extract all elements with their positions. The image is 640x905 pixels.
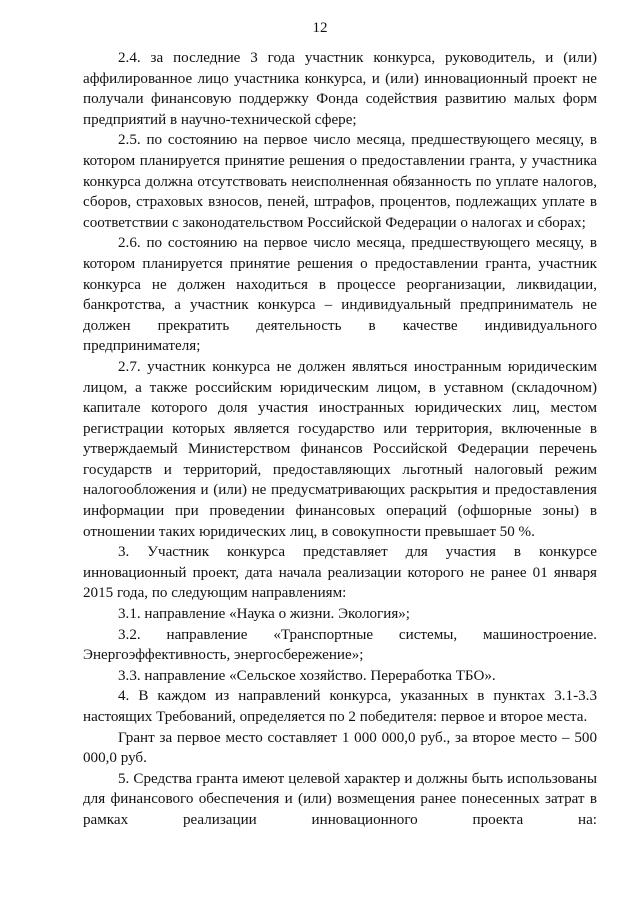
paragraph-grant-amount: Грант за первое место составляет 1 000 000,0 руб., за второе место – 500 000,0 руб. — [83, 729, 597, 767]
paragraph-2-4: 2.4. за последние 3 года участник конкурса, руководитель, и (или) аффилированное лицо участника конкурса, и (или) инновационный проект не получали финансовую поддержку Фонда содействия развитию малых форм предприятий в научно-технической сфере; — [83, 50, 597, 128]
page-number: 12 — [312, 20, 328, 36]
paragraph-2-5: 2.5. по состоянию на первое число месяца, предшествующего месяцу, в котором планируется принятие решения о предоставлении гранта, у участника конкурса должна отсутствовать неисполненная обязанность по уплате налогов, сборов, страховых взносов, пеней, штрафов, процентов, подлежащих уплате в соответствии с законодательством Российской Федерации о налогах и сборах; — [83, 132, 597, 231]
paragraph-4: 4. В каждом из направлений конкурса, указанных в пунктах 3.1-3.3 настоящих Требований, определяется по 2 победителя: первое и второе места. — [83, 688, 597, 725]
paragraph-3-2: 3.2. направление «Транспортные системы, машиностроение. Энергоэффективность, энергосбережение»; — [83, 626, 597, 664]
paragraph-3-3: 3.3. направление «Сельское хозяйство. Переработка ТБО». — [118, 667, 496, 684]
paragraph-5: 5. Средства гранта имеют целевой характер и должны быть использованы для финансового обеспечения и (или) возмещения ранее понесенных затрат в рамках реализации инновационного проекта на: — [83, 770, 597, 828]
paragraph-2-7: 2.7. участник конкурса не должен являться иностранным юридическим лицом, а также российским юридическим лицом, в уставном (складочном) капитале которого доля участия иностранных юридических лиц, местом регистрации которых является государство или территория, включенные в утверждаемый Министерством финансов Российской Федерации перечень государств и территорий, предоставляющих льготный налоговый режим налогообложения и (или) не предусматривающих раскрытия и предоставления информации при проведении финансовых операций (офшорные зоны) в отношении таких юридических лиц, в совокупности превышает 50 %. — [83, 358, 597, 540]
paragraph-3-1: 3.1. направление «Наука о жизни. Экология»; — [118, 606, 411, 623]
paragraph-3: 3. Участник конкурса представляет для участия в конкурсе инновационный проект, дата начала реализации которого не ранее 01 января 2015 года, по следующим направлениям: — [83, 544, 597, 602]
document-body — [83, 48, 597, 831]
paragraph-2-6: 2.6. по состоянию на первое число месяца, предшествующего месяцу, в котором планируется принятие решения о предоставлении гранта, участник конкурса не должен находиться в процессе реорганизации, ликвидации, банкротства, а участник конкурса – индивидуальный предприниматель не должен прекратить деятельность в качестве индивидуального предпринимателя; — [83, 235, 597, 355]
